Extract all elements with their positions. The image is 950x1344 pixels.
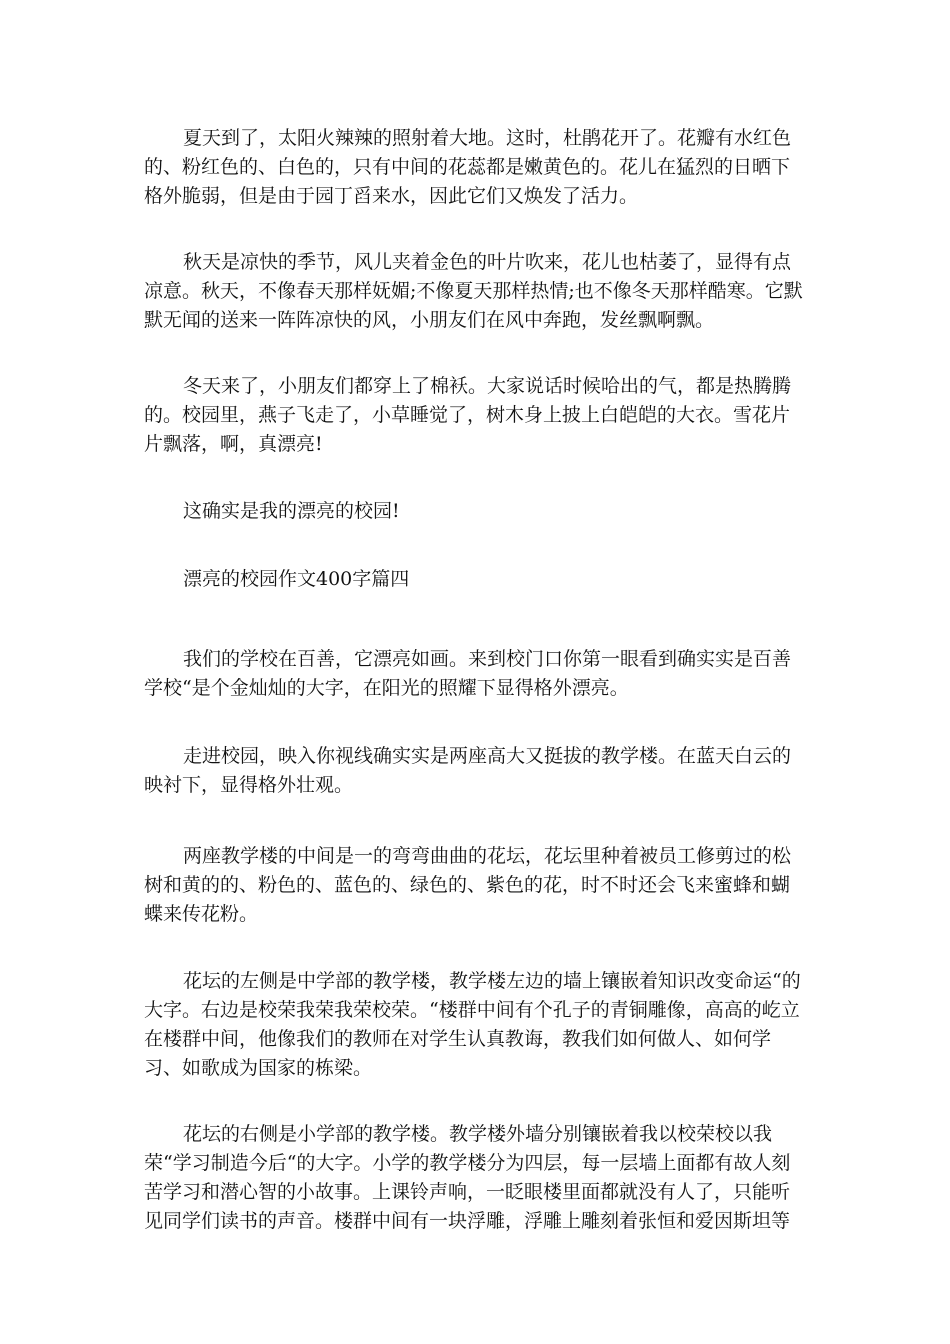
text-line: 片飘落，啊，真漂亮! (144, 433, 323, 455)
text-line: 格外脆弱，但是由于园丁舀来水，因此它们又焕发了活力。 (144, 185, 639, 207)
text-line: 夏天到了，太阳火辣辣的照射着大地。这时，杜鹃花开了。花瓣有水红色 (183, 127, 792, 149)
text-line: 花坛的右侧是小学部的教学楼。教学楼外墙分别镶嵌着我以校荣校以我 (183, 1123, 773, 1145)
paragraph-flower-bed (144, 842, 814, 929)
text-line: 的。校园里，燕子飞走了，小草睡觉了，树木身上披上白皑皑的大衣。雪花片 (144, 404, 791, 426)
section-heading (144, 565, 814, 594)
text-line: 秋天是凉快的季节，风儿夹着金色的叶片吹来，花儿也枯萎了，显得有点 (183, 251, 792, 273)
text-line: 树和黄的的、粉色的、蓝色的、绿色的、紫色的花，时不时还会飞来蜜蜂和蝴 (144, 874, 791, 896)
text-line: 这确实是我的漂亮的校园! (183, 500, 400, 522)
text-line: 漂亮的校园作文400字篇四 (183, 568, 410, 590)
text-line: 默无闻的送来一阵阵凉快的风，小朋友们在风中奔跑，发丝飘啊飘。 (144, 309, 715, 331)
text-line: 走进校园，映入你视线确实实是两座高大又挺拔的教学楼。在蓝天白云的 (183, 745, 792, 767)
text-line: 冬天来了，小朋友们都穿上了棉袄。大家说话时候哈出的气，都是热腾腾 (183, 375, 792, 397)
paragraph-autumn (144, 248, 814, 335)
paragraph-right-building (144, 1120, 814, 1236)
paragraph-summer (144, 124, 814, 211)
paragraph-conclusion (144, 497, 814, 526)
text-line: 蝶来传花粉。 (144, 903, 259, 925)
text-line: 凉意。秋天，不像春天那样妩媚;不像夏天那样热情;也不像冬天那样酷寒。它默 (144, 280, 803, 302)
text-line: 花坛的左侧是中学部的教学楼，教学楼左边的墙上镶嵌着知识改变命运“的 (183, 970, 801, 992)
text-line: 学校“是个金灿灿的大字，在阳光的照耀下显得格外漂亮。 (144, 677, 629, 699)
text-line: 的、粉红色的、白色的，只有中间的花蕊都是嫩黄色的。花儿在猛烈的日晒下 (144, 156, 791, 178)
text-line: 在楼群中间，他像我们的教师在对学生认真教诲，教我们如何做人、如何学 (144, 1028, 772, 1050)
text-line: 荣“学习制造今后“的大字。小学的教学楼分为四层，每一层墙上面都有故人刻 (144, 1152, 791, 1174)
text-line: 苦学习和潜心智的小故事。上课铃声响，一眨眼楼里面都就没有人了，只能听 (144, 1181, 791, 1203)
text-line: 习、如歌成为国家的栋梁。 (144, 1057, 373, 1079)
text-line: 映衬下，显得格外壮观。 (144, 774, 354, 796)
paragraph-school-gate (144, 645, 814, 703)
text-line: 我们的学校在百善，它漂亮如画。来到校门口你第一眼看到确实实是百善 (183, 648, 792, 670)
paragraph-left-building (144, 967, 814, 1083)
text-line: 大字。右边是校荣我荣我荣校荣。“楼群中间有个孔子的青铜雕像，高高的屹立 (144, 999, 800, 1021)
paragraph-teaching-buildings (144, 742, 814, 800)
text-line: 见同学们读书的声音。楼群中间有一块浮雕，浮雕上雕刻着张恒和爱因斯坦等 (144, 1210, 791, 1232)
paragraph-winter (144, 372, 814, 459)
text-line: 两座教学楼的中间是一的弯弯曲曲的花坛，花坛里种着被员工修剪过的松 (183, 845, 792, 867)
